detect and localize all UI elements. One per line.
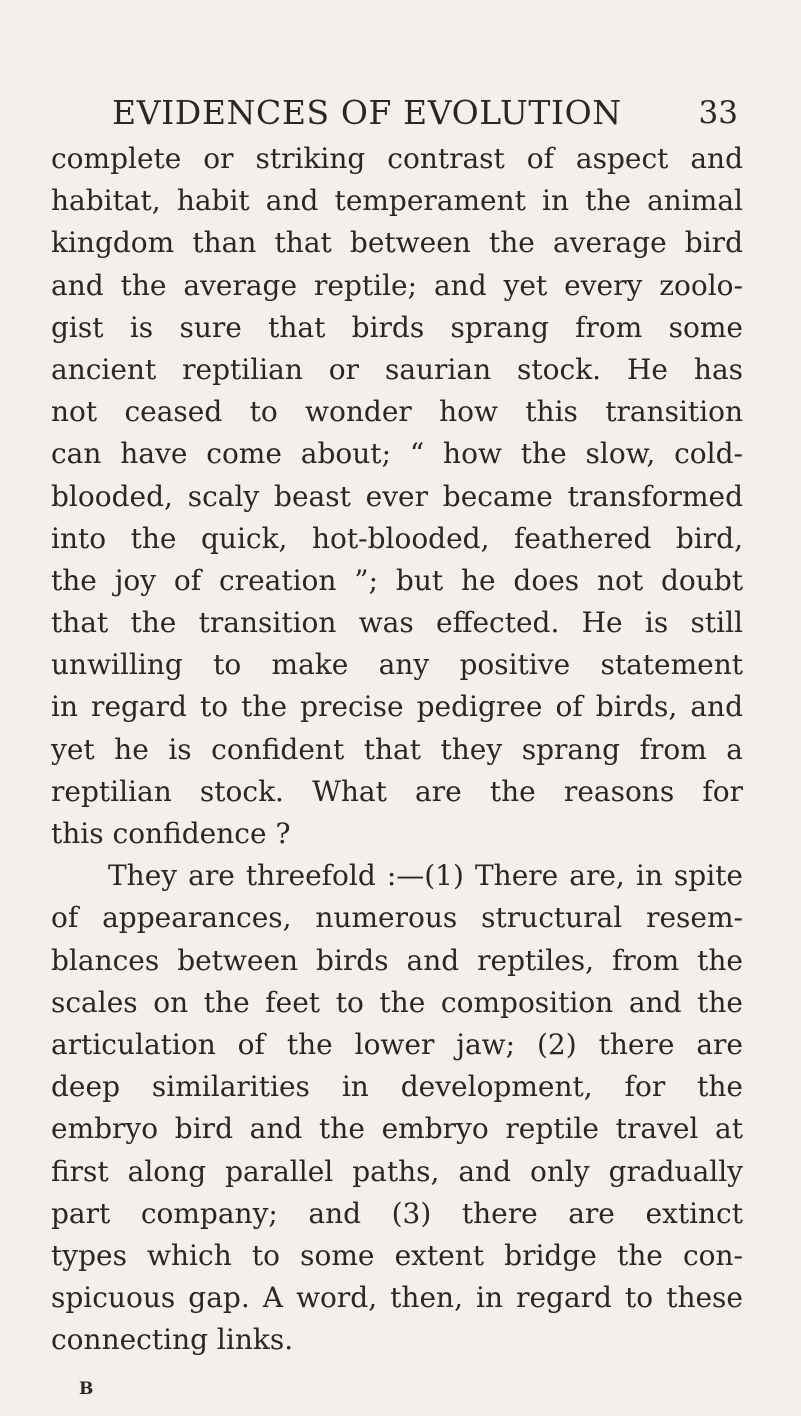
text-line: into the quick, hot-blooded, feathered bird,	[51, 521, 743, 555]
text-line: embryo bird and the embryo reptile travel at	[51, 1112, 743, 1146]
text-line: and the average reptile; and yet every zoolo-	[51, 268, 743, 302]
text-line: complete or striking contrast of aspect and	[51, 142, 743, 175]
text-line: part company; and (3) there are extinct	[51, 1196, 743, 1230]
text-line: habitat, habit and temperament in the animal	[51, 184, 743, 218]
text-line: not ceased to wonder how this transition	[51, 395, 743, 429]
text-line: the joy of creation ”; but he does not doubt	[51, 563, 743, 597]
text-line: that the transition was effected. He is still	[51, 606, 743, 640]
text-line: scales on the feet to the composition and the	[51, 985, 743, 1019]
text-line: blooded, scaly beast ever became transformed	[51, 479, 743, 513]
text-line: yet he is confident that they sprang from a	[51, 732, 743, 766]
text-line: of appearances, numerous structural resem-	[51, 901, 743, 935]
text-line: gist is sure that birds sprang from some	[51, 310, 743, 344]
text-line: They are threefold :—(1) There are, in spite	[108, 859, 743, 893]
text-line: ancient reptilian or saurian stock. He has	[51, 352, 743, 386]
body-text	[51, 138, 743, 1361]
page-number: 33	[698, 95, 738, 131]
paragraph	[51, 138, 743, 855]
running-title: EVIDENCES OF EVOLUTION	[112, 93, 622, 132]
text-line: blances between birds and reptiles, from the	[51, 943, 743, 977]
text-line: in regard to the precise pedigree of birds, and	[51, 690, 743, 724]
text-line: kingdom than that between the average bird	[51, 226, 743, 260]
paragraph	[51, 855, 743, 1361]
text-line: first along parallel paths, and only gradually	[51, 1154, 743, 1188]
text-line: can have come about; “ how the slow, cold-	[51, 437, 743, 471]
running-head	[112, 92, 738, 134]
text-line: types which to some extent bridge the con-	[51, 1238, 743, 1272]
text-line: articulation of the lower jaw; (2) there are	[51, 1027, 743, 1061]
signature-mark: B	[79, 1379, 94, 1399]
text-line: unwilling to make any positive statement	[51, 648, 743, 682]
text-line: connecting links.	[51, 1323, 294, 1357]
text-line: deep similarities in development, for the	[51, 1070, 743, 1104]
text-line: this confidence ?	[51, 817, 291, 850]
text-line: spicuous gap. A word, then, in regard to these	[51, 1281, 743, 1315]
text-line: reptilian stock. What are the reasons for	[51, 774, 743, 808]
